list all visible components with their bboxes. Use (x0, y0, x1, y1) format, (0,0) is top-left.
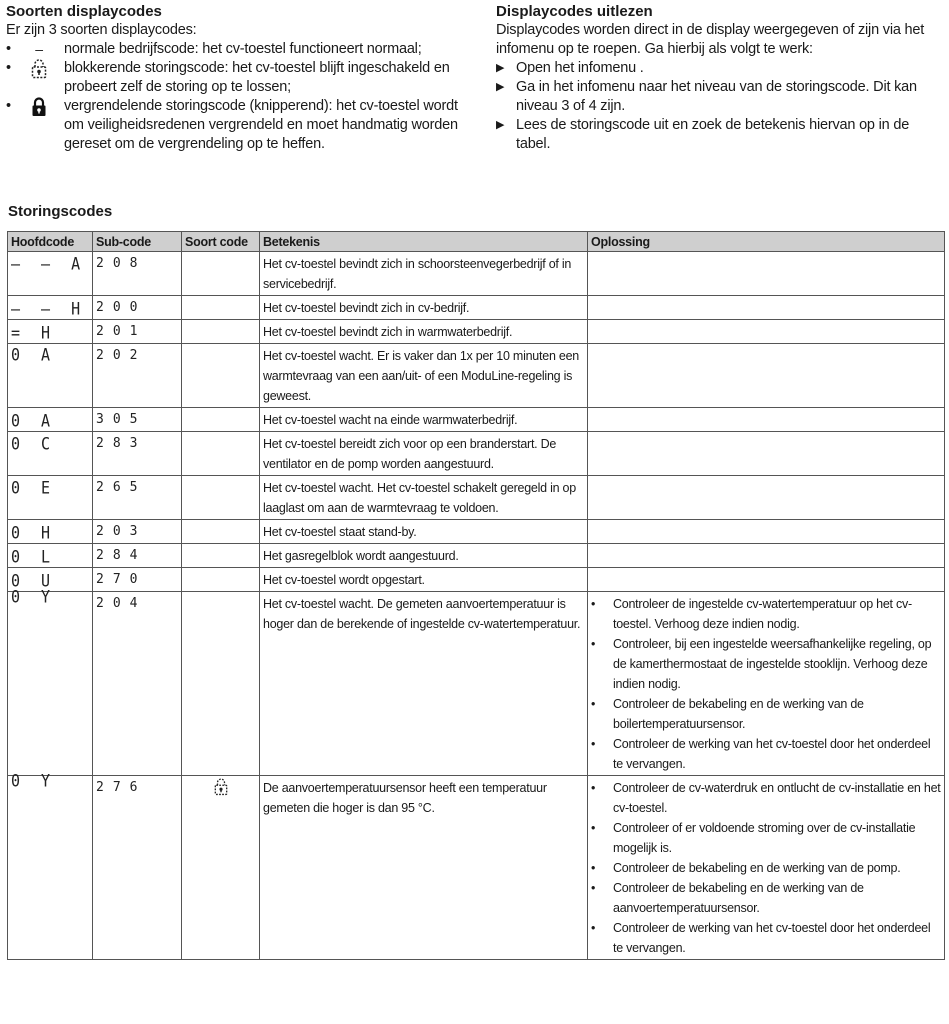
meaning-cell: Het cv-toestel bereidt zich voor op een branderstart. De ventilator en de pomp worden aangestuurd. (260, 432, 588, 476)
solution-cell (588, 344, 945, 408)
main-code-cell: – – H (8, 294, 93, 320)
meaning-cell: Het cv-toestel staat stand-by. (260, 520, 588, 544)
sub-code-cell: 203 (93, 520, 182, 544)
triangle-bullet-icon: ▶ (496, 119, 505, 131)
header-kind: Soort code (182, 232, 260, 252)
solution-item: • Controleer de werking van het cv-toestel door het onderdeel te vervangen. (591, 921, 931, 955)
sub-code-cell: 270 (93, 568, 182, 592)
sub-code-cell: 283 (93, 432, 182, 476)
table-row (8, 592, 945, 776)
main-code-cell: 0 H (8, 518, 93, 544)
sub-code-cell: 200 (93, 296, 182, 320)
solution-cell (588, 432, 945, 476)
kind-cell (182, 432, 260, 476)
solution-cell (588, 296, 945, 320)
kind-cell (182, 568, 260, 592)
section-title-read: Displaycodes uitlezen (496, 3, 653, 20)
meaning-cell: Het cv-toestel wacht. Er is vaker dan 1x per 10 minuten een warmtevraag van een aan/uit- of een ModuLine-regeling is geweest. (260, 344, 588, 408)
kind-cell (182, 344, 260, 408)
solution-cell (588, 776, 945, 960)
solution-item: • Controleer de ingestelde cv-watertemperatuur op het cv-toestel. Verhoog deze indien nodig. (591, 597, 912, 631)
meaning-cell: Het cv-toestel bevindt zich in schoorsteenvegerbedrijf of in servicebedrijf. (260, 252, 588, 296)
header-solution: Oplossing (588, 232, 945, 252)
read-display-codes-section (496, 3, 946, 154)
meaning-cell: Het cv-toestel bevindt zich in cv-bedrijf. (260, 296, 588, 320)
triangle-bullet-icon: ▶ (496, 62, 505, 74)
sub-code-cell: 265 (93, 476, 182, 520)
table-row (8, 320, 945, 344)
lock-dashed-icon (214, 778, 228, 802)
sub-code-cell: 204 (93, 592, 182, 776)
display-code-types-section (6, 3, 466, 154)
meaning-cell: Het cv-toestel wacht. De gemeten aanvoertemperatuur is hoger dan de berekende of ingestelde cv-watertemperatuur. (260, 592, 588, 776)
main-code-cell: 0 A (8, 406, 93, 432)
meaning-cell: De aanvoertemperatuursensor heeft een temperatuur gemeten die hoger is dan 95 °C. (260, 776, 588, 960)
kind-cell (182, 592, 260, 776)
kind-cell (182, 776, 260, 960)
kind-cell (182, 544, 260, 568)
solution-cell (588, 592, 945, 776)
triangle-bullet-icon: ▶ (496, 81, 505, 93)
main-code-cell: 0 A (8, 340, 93, 410)
code-type-list (6, 40, 466, 154)
meaning-cell: Het cv-toestel wacht. Het cv-toestel schakelt geregeld in op laaglast om aan de warmtevraag te voldoen. (260, 476, 588, 520)
solution-item: • Controleer, bij een ingestelde weersafhankelijke regeling, op de kamerthermostaat de ingestelde stooklijn. Verhoog deze indien nodig. (591, 637, 932, 691)
header-main-code: Hoofdcode (8, 232, 93, 252)
table-header-row (8, 232, 945, 252)
meaning-cell: Het cv-toestel wordt opgestart. (260, 568, 588, 592)
solution-item: • Controleer of er voldoende stroming over de cv-installatie mogelijk is. (591, 821, 916, 855)
table-row (8, 344, 945, 408)
sub-code-cell: 284 (93, 544, 182, 568)
dash-icon: – (35, 41, 43, 57)
types-lead: Er zijn 3 soorten displaycodes: (6, 22, 197, 38)
main-code-cell: 0 Y (8, 766, 93, 968)
section-title-types: Soorten displaycodes (6, 3, 162, 20)
solution-cell (588, 408, 945, 432)
solution-item: • Controleer de bekabeling en de werking van de aanvoertemperatuursensor. (591, 881, 864, 915)
code-type-locking: • vergrendelende storingscode (knipperend): het cv-toestel wordt om veiligheidsredenen vergrendeld en moet handmatig worden gereset om de vergrendeling op te heffen. (6, 98, 458, 152)
kind-cell (182, 320, 260, 344)
main-code-cell: – – A (8, 249, 93, 297)
main-code-cell: 0 L (8, 542, 93, 568)
table-row (8, 432, 945, 476)
meaning-cell: Het cv-toestel bevindt zich in warmwaterbedrijf. (260, 320, 588, 344)
sub-code-cell: 305 (93, 408, 182, 432)
read-lead: Displaycodes worden direct in de display weergegeven of zijn via het infomenu op te roepen. Ga hierbij als volgt te werk: (496, 22, 925, 57)
main-code-cell: 0 C (8, 429, 93, 477)
solution-item: • Controleer de cv-waterdruk en ontlucht de cv-installatie en het cv-toestel. (591, 781, 941, 815)
step-list (496, 59, 946, 154)
step-item: ▶ Lees de storingscode uit en zoek de betekenis hiervan op in de tabel. (496, 117, 910, 152)
table-row (8, 408, 945, 432)
kind-cell (182, 252, 260, 296)
intro-columns (6, 3, 944, 195)
main-code-cell: 0 E (8, 473, 93, 521)
step-item: ▶ Ga in het infomenu naar het niveau van de storingscode. Dit kan niveau 3 of 4 zijn. (496, 79, 917, 114)
code-type-normal: • – normale bedrijfscode: het cv-toestel functioneert normaal; (6, 41, 422, 57)
solution-cell (588, 568, 945, 592)
header-meaning: Betekenis (260, 232, 588, 252)
table-title: Storingscodes (8, 203, 113, 220)
lock-solid-icon (30, 97, 48, 123)
error-codes-table (7, 231, 945, 960)
sub-code-cell: 201 (93, 320, 182, 344)
sub-code-cell: 202 (93, 344, 182, 408)
header-sub-code: Sub-code (93, 232, 182, 252)
code-type-blocking: • blokkerende storingscode: het cv-toestel blijft ingeschakeld en probeert zelf de storing op te lossen; (6, 60, 450, 95)
solution-cell (588, 544, 945, 568)
table-row (8, 776, 945, 960)
main-code-cell: = H (8, 318, 93, 344)
main-code-cell: 0 Y (8, 582, 93, 784)
sub-code-cell: 276 (93, 776, 182, 960)
kind-cell (182, 296, 260, 320)
solution-item: • Controleer de bekabeling en de werking van de pomp. (591, 861, 901, 875)
table-row (8, 252, 945, 296)
step-item: ▶ Open het infomenu . (496, 60, 644, 76)
lock-dashed-icon (30, 59, 48, 85)
table-row (8, 520, 945, 544)
solution-list (591, 594, 941, 774)
sub-code-cell: 208 (93, 252, 182, 296)
meaning-cell: Het gasregelblok wordt aangestuurd. (260, 544, 588, 568)
table-row (8, 544, 945, 568)
solution-cell (588, 520, 945, 544)
solution-cell (588, 252, 945, 296)
table-row (8, 476, 945, 520)
solution-cell (588, 320, 945, 344)
kind-cell (182, 520, 260, 544)
kind-cell (182, 408, 260, 432)
solution-item: • Controleer de bekabeling en de werking van de boilertemperatuursensor. (591, 697, 864, 731)
table-row (8, 568, 945, 592)
solution-cell (588, 476, 945, 520)
main-code-cell: 0 U (8, 566, 93, 592)
meaning-cell: Het cv-toestel wacht na einde warmwaterbedrijf. (260, 408, 588, 432)
solution-item: • Controleer de werking van het cv-toestel door het onderdeel te vervangen. (591, 737, 931, 771)
solution-list (591, 778, 941, 958)
kind-cell (182, 476, 260, 520)
table-row (8, 296, 945, 320)
